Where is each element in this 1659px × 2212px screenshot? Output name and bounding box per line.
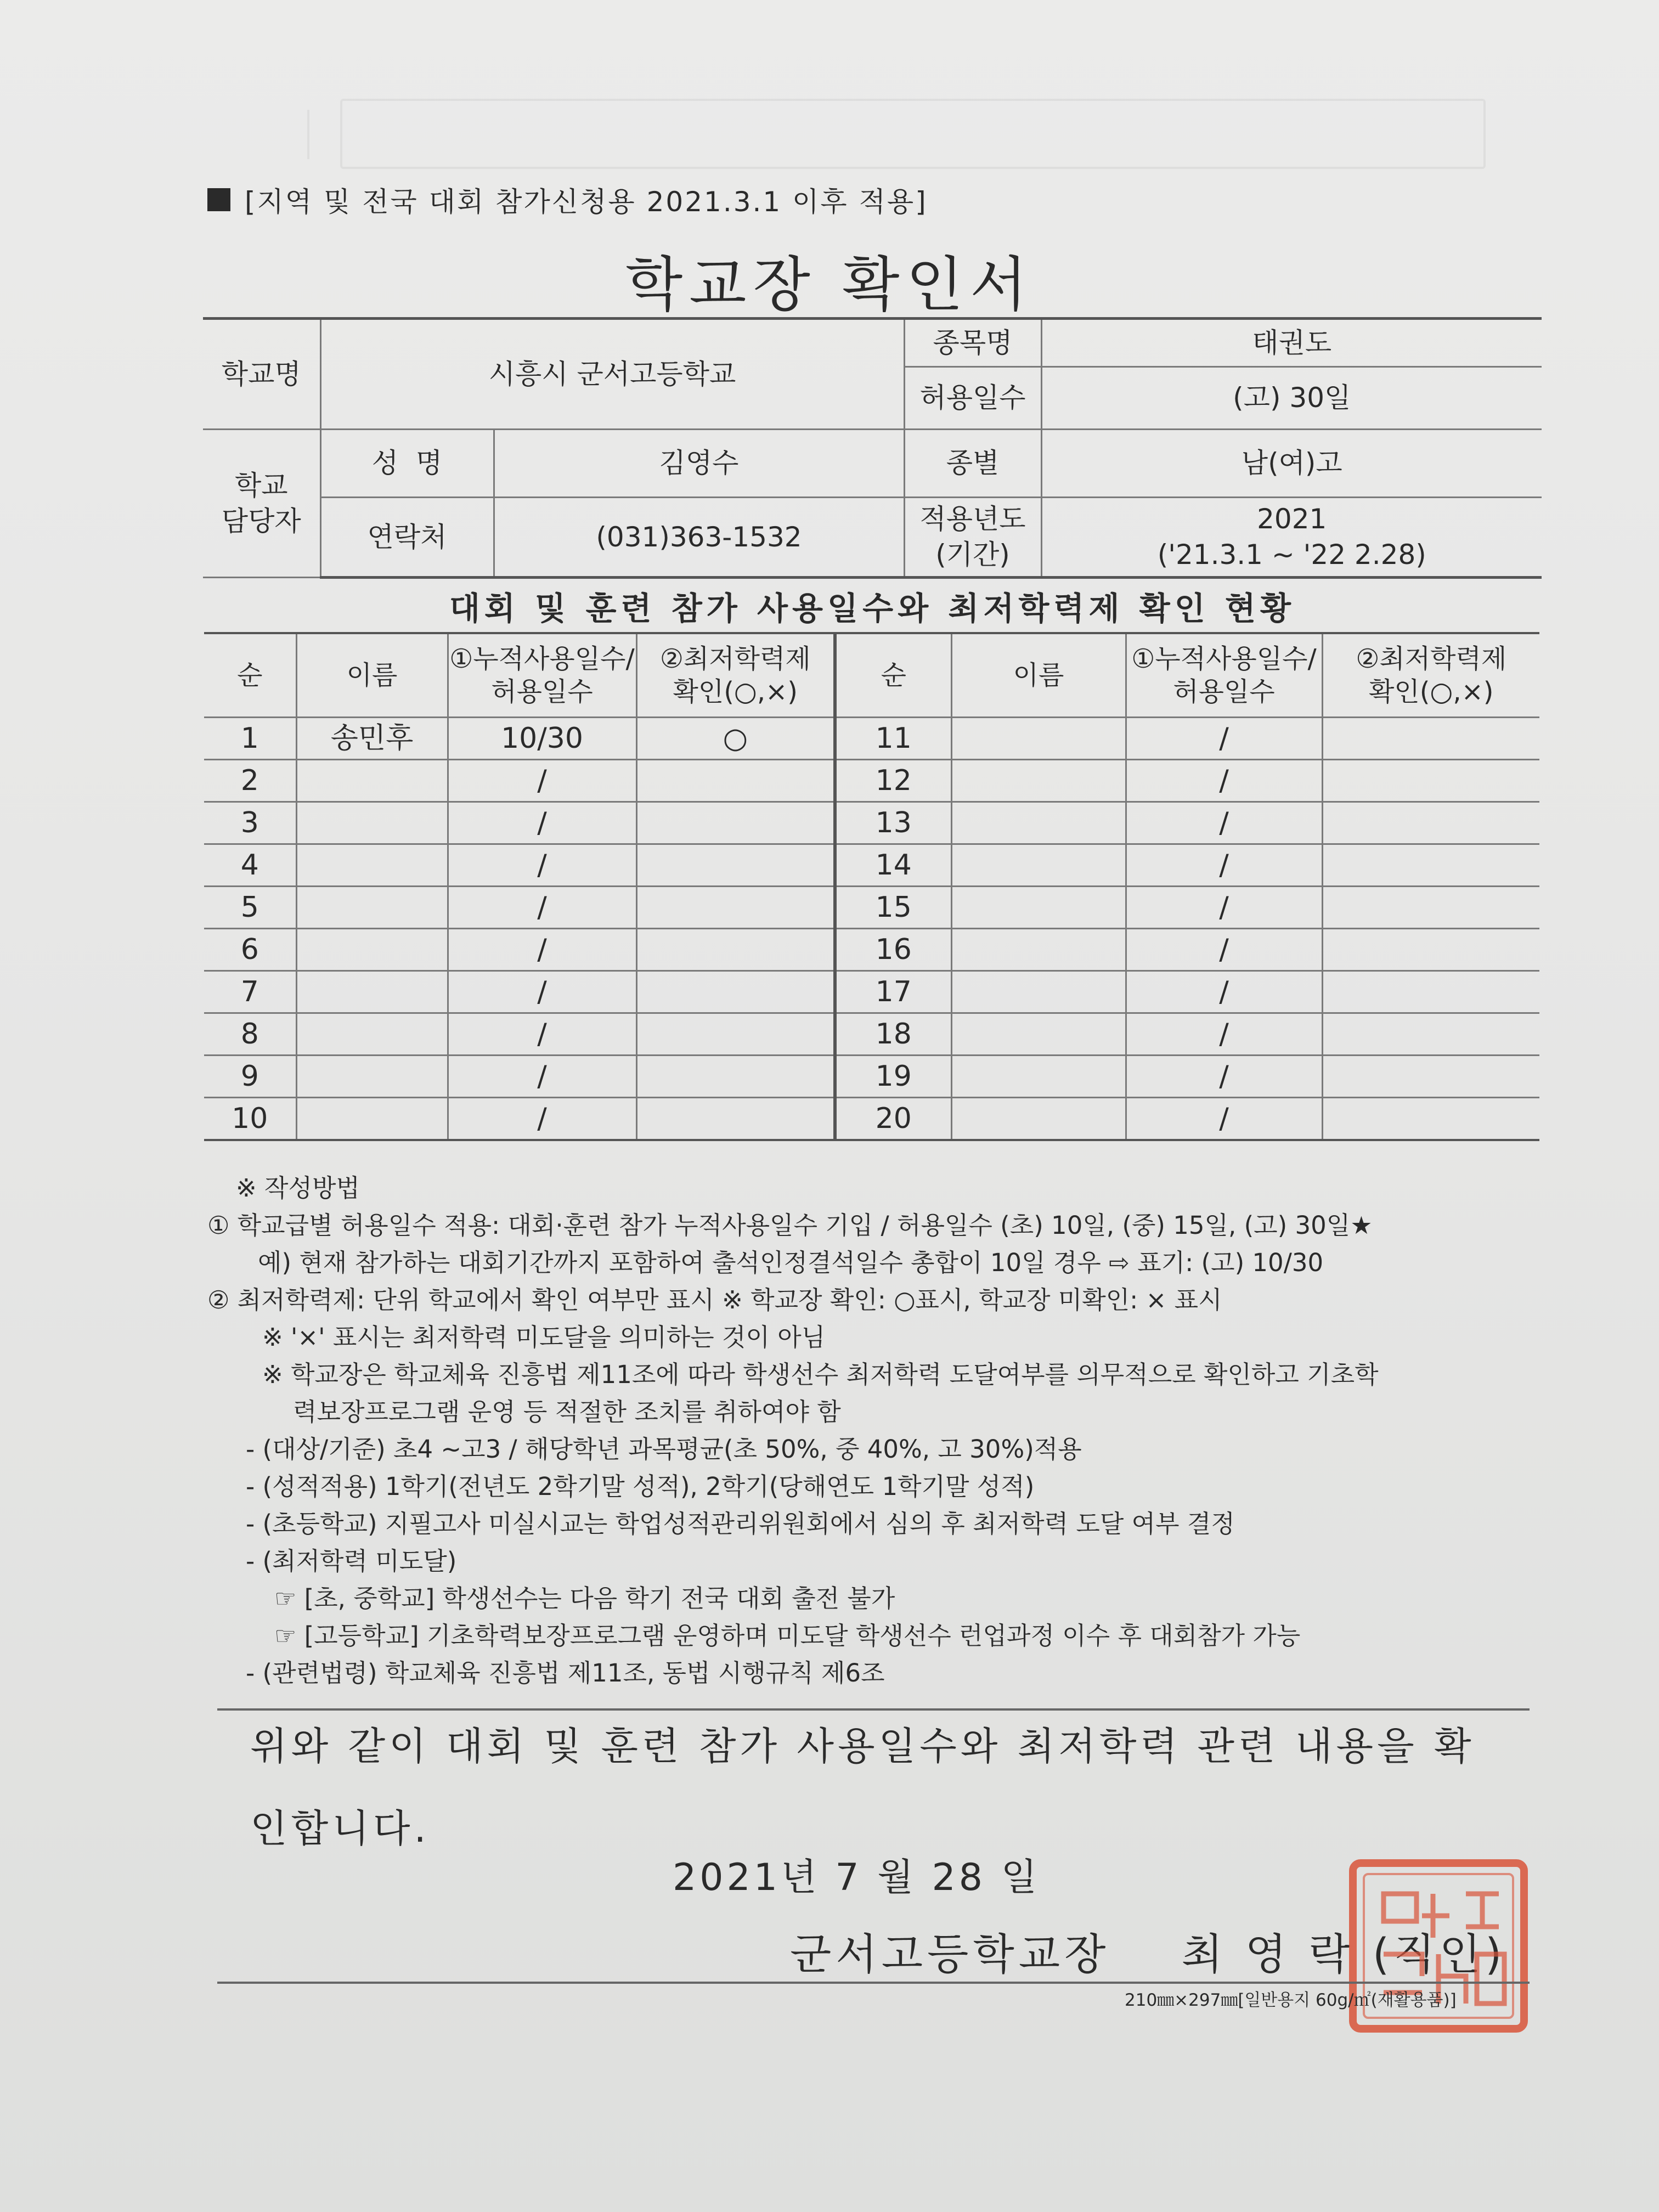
- instruction-line: ☞ [고등학교] 기초학력보장프로그램 운영하며 미도달 학생선수 런업과정 이수 후 대회참가 가능: [274, 1621, 1301, 1650]
- days-used: /: [1126, 971, 1322, 1013]
- allowed-days-label: 허용일수: [904, 367, 1041, 430]
- header-note: [207, 180, 928, 219]
- student-name: [296, 760, 448, 802]
- instruction-line: - (최저학력 미도달): [246, 1547, 457, 1576]
- section-title: 대회 및 훈련 참가 사용일수와 최저학력제 확인 현황: [449, 590, 1295, 627]
- instruction-line: 력보장프로그램 운영 등 적절한 조치를 취하여야 함: [293, 1397, 841, 1426]
- row-number: 5: [204, 887, 296, 929]
- row-number: 17: [835, 971, 951, 1013]
- achievement-check: [636, 802, 835, 844]
- row-number: 6: [204, 929, 296, 971]
- signer-name: 최 영 락: [1181, 1930, 1355, 1979]
- paper-spec: 210㎜×297㎜[일반용지 60g/㎡(재활용품)]: [1125, 1990, 1457, 2010]
- days-used: /: [448, 971, 636, 1013]
- achievement-check: ○: [636, 718, 835, 760]
- table-row: [204, 718, 1539, 760]
- achievement-check: [1322, 929, 1539, 971]
- table-row: [204, 1056, 1539, 1098]
- achievement-check: [636, 971, 835, 1013]
- seal-mark-label: (직인): [1372, 1930, 1506, 1979]
- year-label: 적용년도 (기간): [904, 498, 1041, 578]
- sport-label: 종목명: [904, 319, 1041, 367]
- table-row: [204, 971, 1539, 1013]
- info-table: [203, 317, 1542, 579]
- participation-table: [204, 632, 1539, 1141]
- header-name: 이름: [296, 633, 448, 718]
- sport-value: 태권도: [1041, 319, 1542, 367]
- row-number: 19: [835, 1056, 951, 1098]
- document-title: 학교장 확인서: [625, 251, 1034, 319]
- student-name: [296, 887, 448, 929]
- student-name: [951, 802, 1126, 844]
- table-row: [204, 1013, 1539, 1056]
- show-through-line: [165, 110, 309, 159]
- header-days: ①누적사용일수/ 허용일수: [1126, 633, 1322, 718]
- instructions-heading: ※ 작성방법: [236, 1173, 360, 1203]
- confirmation-text: 위와 같이 대회 및 훈련 참가 사용일수와 최저학력 관련 내용을 확인합니다.: [250, 1724, 1475, 1851]
- days-used: /: [1126, 1056, 1322, 1098]
- student-name: [951, 718, 1126, 760]
- student-name: [296, 971, 448, 1013]
- student-name: [296, 1098, 448, 1141]
- header-no: 순: [204, 633, 296, 718]
- student-name: [296, 1056, 448, 1098]
- achievement-check: [1322, 802, 1539, 844]
- gender-label: 종별: [904, 430, 1041, 498]
- instruction-line: ① 학교급별 허용일수 적용: 대회·훈련 참가 누적사용일수 기입 / 허용일수 (초) 10일, (중) 15일, (고) 30일★: [207, 1211, 1373, 1240]
- days-used: /: [1126, 1013, 1322, 1056]
- instruction-line: 예) 현재 참가하는 대회기간까지 포함하여 출석인정결석일수 총합이 10일 경우 ⇨ 표기: (고) 10/30: [258, 1248, 1324, 1277]
- student-name: [951, 929, 1126, 971]
- achievement-check: [636, 760, 835, 802]
- school-label: 학교명: [203, 319, 320, 430]
- row-number: 11: [835, 718, 951, 760]
- achievement-check: [1322, 844, 1539, 887]
- year-value: 2021 ('21.3.1 ~ '22 2.28): [1041, 498, 1542, 578]
- row-number: 13: [835, 802, 951, 844]
- manager-label: 학교 담당자: [203, 430, 320, 578]
- achievement-check: [1322, 971, 1539, 1013]
- achievement-check: [1322, 1013, 1539, 1056]
- row-number: 2: [204, 760, 296, 802]
- issue-date: 2021년 7 월 28 일: [673, 1856, 1041, 1899]
- row-number: 15: [835, 887, 951, 929]
- days-used: /: [448, 887, 636, 929]
- row-number: 9: [204, 1056, 296, 1098]
- header-check: ②최저학력제 확인(○,×): [636, 633, 835, 718]
- student-name: [296, 929, 448, 971]
- header-check: ②최저학력제 확인(○,×): [1322, 633, 1539, 718]
- manager-name-label: 성 명: [320, 430, 494, 498]
- student-name: [951, 887, 1126, 929]
- row-number: 20: [835, 1098, 951, 1141]
- days-used: /: [448, 844, 636, 887]
- achievement-check: [636, 1098, 835, 1141]
- header-days: ①누적사용일수/ 허용일수: [448, 633, 636, 718]
- achievement-check: [636, 844, 835, 887]
- contact-value: (031)363-1532: [494, 498, 904, 578]
- student-name: [951, 971, 1126, 1013]
- instruction-line: - (대상/기준) 초4 ~고3 / 해당학년 과목평균(초 50%, 중 40%, 고 30%)적용: [246, 1435, 1082, 1464]
- student-name: [296, 802, 448, 844]
- row-number: 14: [835, 844, 951, 887]
- days-used: /: [1126, 802, 1322, 844]
- row-number: 10: [204, 1098, 296, 1141]
- student-name: [951, 760, 1126, 802]
- header-no: 순: [835, 633, 951, 718]
- days-used: /: [1126, 844, 1322, 887]
- days-used: /: [1126, 887, 1322, 929]
- gender-value: 남(여)고: [1041, 430, 1542, 498]
- manager-name-value: 김영수: [494, 430, 904, 498]
- student-name: [951, 844, 1126, 887]
- contact-label: 연락처: [320, 498, 494, 578]
- days-used: /: [448, 1056, 636, 1098]
- show-through-box: [340, 99, 1486, 169]
- instruction-line: ※ 학교장은 학교체육 진흥법 제11조에 따라 학생선수 최저학력 도달여부를 의무적으로 확인하고 기초학: [262, 1360, 1379, 1389]
- achievement-check: [1322, 1056, 1539, 1098]
- achievement-check: [636, 887, 835, 929]
- school-value: 시흥시 군서고등학교: [320, 319, 904, 430]
- days-used: /: [1126, 1098, 1322, 1141]
- header-note-text: [지역 및 전국 대회 참가신청용 2021.3.1 이후 적용]: [245, 186, 928, 218]
- row-number: 8: [204, 1013, 296, 1056]
- row-number: 18: [835, 1013, 951, 1056]
- achievement-check: [636, 929, 835, 971]
- table-row: [204, 887, 1539, 929]
- row-number: 4: [204, 844, 296, 887]
- instructions: [207, 1170, 1557, 1692]
- square-bullet-icon: [207, 188, 230, 211]
- table-row: [204, 760, 1539, 802]
- table-row: [204, 929, 1539, 971]
- header-name: 이름: [951, 633, 1126, 718]
- row-number: 7: [204, 971, 296, 1013]
- row-number: 16: [835, 929, 951, 971]
- days-used: /: [448, 1013, 636, 1056]
- signer-title: 군서고등학교장: [790, 1930, 1110, 1979]
- student-name: [296, 844, 448, 887]
- instruction-line: ☞ [초, 중학교] 학생선수는 다음 학기 전국 대회 출전 불가: [274, 1584, 895, 1613]
- days-used: /: [1126, 718, 1322, 760]
- instruction-line: ② 최저학력제: 단위 학교에서 확인 여부만 표시 ※ 학교장 확인: ○표시, 학교장 미확인: × 표시: [207, 1285, 1222, 1314]
- days-used: 10/30: [448, 718, 636, 760]
- table-row: [204, 844, 1539, 887]
- instruction-line: - (초등학교) 지필고사 미실시교는 학업성적관리위원회에서 심의 후 최저학력 도달 여부 결정: [246, 1509, 1235, 1538]
- days-used: /: [448, 802, 636, 844]
- student-name: [951, 1056, 1126, 1098]
- achievement-check: [636, 1056, 835, 1098]
- row-number: 1: [204, 718, 296, 760]
- instruction-line: - (관련법령) 학교체육 진흥법 제11조, 동법 시행규칙 제6조: [246, 1658, 885, 1688]
- achievement-check: [1322, 760, 1539, 802]
- student-name: [951, 1098, 1126, 1141]
- achievement-check: [1322, 718, 1539, 760]
- days-used: /: [448, 929, 636, 971]
- days-used: /: [1126, 760, 1322, 802]
- instruction-line: ※ '×' 표시는 최저학력 미도달을 의미하는 것이 아님: [262, 1323, 826, 1352]
- achievement-check: [1322, 1098, 1539, 1141]
- bottom-divider: [217, 1982, 1530, 1984]
- allowed-days-value: (고) 30일: [1041, 367, 1542, 430]
- student-name: [951, 1013, 1126, 1056]
- row-number: 3: [204, 802, 296, 844]
- table-row: [204, 1098, 1539, 1141]
- days-used: /: [448, 760, 636, 802]
- days-used: /: [1126, 929, 1322, 971]
- instruction-line: - (성적적용) 1학기(전년도 2학기말 성적), 2학기(당해연도 1학기말 성적): [246, 1472, 1035, 1501]
- table-row: [204, 802, 1539, 844]
- student-name: 송민후: [296, 718, 448, 760]
- row-number: 12: [835, 760, 951, 802]
- achievement-check: [636, 1013, 835, 1056]
- achievement-check: [1322, 887, 1539, 929]
- student-name: [296, 1013, 448, 1056]
- days-used: /: [448, 1098, 636, 1141]
